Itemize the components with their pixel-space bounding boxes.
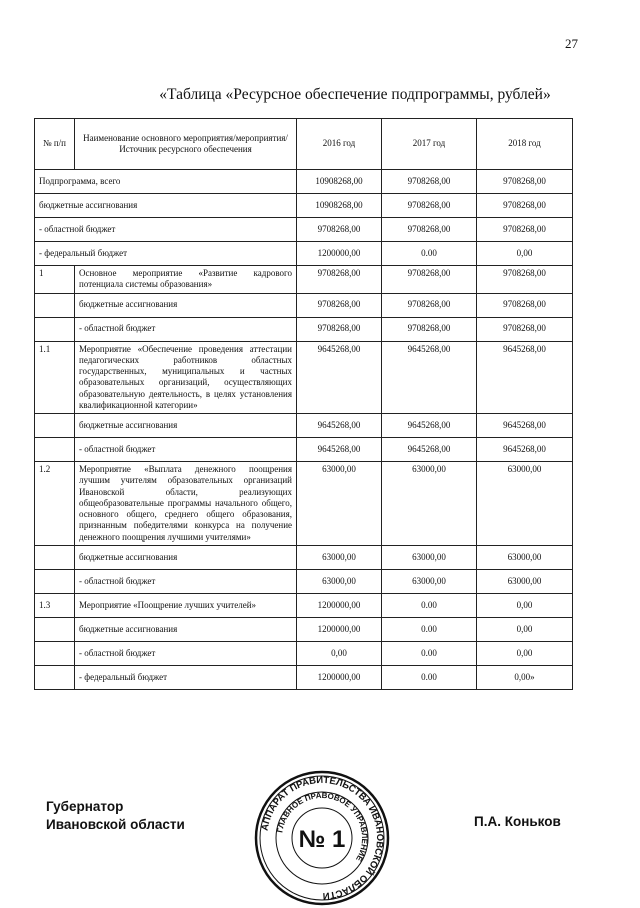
row-name: бюджетные ассигнования — [75, 293, 297, 317]
value-2018: 9708268,00 — [477, 194, 573, 218]
value-2018: 9645268,00 — [477, 341, 573, 414]
value-2016: 63000,00 — [297, 545, 382, 569]
value-2016: 9645268,00 — [297, 438, 382, 462]
row-number: 1 — [35, 266, 75, 294]
value-2018: 9708268,00 — [477, 170, 573, 194]
row-name: бюджетные ассигнования — [75, 545, 297, 569]
row-name: - федеральный бюджет — [75, 665, 297, 689]
value-2018: 9708268,00 — [477, 266, 573, 294]
value-2017: 63000,00 — [382, 462, 477, 546]
table-row — [35, 341, 573, 414]
value-2018: 0,00» — [477, 665, 573, 689]
row-number: 1.2 — [35, 462, 75, 546]
row-number — [35, 438, 75, 462]
value-2017: 9645268,00 — [382, 341, 477, 414]
row-name: - федеральный бюджет — [35, 242, 297, 266]
value-2016: 9708268,00 — [297, 218, 382, 242]
seal-number: № 1 — [298, 826, 346, 853]
table-row — [35, 545, 573, 569]
table-row — [35, 569, 573, 593]
table-row — [35, 194, 573, 218]
row-name: бюджетные ассигнования — [75, 414, 297, 438]
value-2018: 9645268,00 — [477, 438, 573, 462]
row-name: Основное мероприятие «Развитие кадрового потенциала системы образования» — [75, 266, 297, 294]
value-2016: 9708268,00 — [297, 266, 382, 294]
value-2018: 63000,00 — [477, 462, 573, 546]
header-2017: 2017 год — [382, 119, 477, 170]
official-seal — [252, 768, 392, 908]
table-row — [35, 593, 573, 617]
row-number — [35, 545, 75, 569]
row-number — [35, 317, 75, 341]
table-header-row — [35, 119, 573, 170]
seal-outer-text: АППАРАТ ПРАВИТЕЛЬСТВА ИВАНОВСКОЙ ОБЛАСТИ — [259, 774, 386, 902]
row-name: бюджетные ассигнования — [75, 617, 297, 641]
value-2016: 9708268,00 — [297, 293, 382, 317]
table-row — [35, 293, 573, 317]
row-number — [35, 641, 75, 665]
row-name: бюджетные ассигнования — [35, 194, 297, 218]
table-row — [35, 617, 573, 641]
header-2016: 2016 год — [297, 119, 382, 170]
resource-table — [34, 118, 573, 690]
value-2016: 1200000,00 — [297, 593, 382, 617]
table-row — [35, 266, 573, 294]
value-2018: 9708268,00 — [477, 317, 573, 341]
row-number: 1.3 — [35, 593, 75, 617]
table-row — [35, 665, 573, 689]
row-name: - областной бюджет — [75, 438, 297, 462]
value-2016: 63000,00 — [297, 569, 382, 593]
value-2017: 9708268,00 — [382, 194, 477, 218]
value-2017: 9708268,00 — [382, 218, 477, 242]
row-number — [35, 293, 75, 317]
value-2017: 9708268,00 — [382, 170, 477, 194]
row-name: Мероприятие «Выплата денежного поощрения лучшим учителям образовательных организаций Ивановской области, реализующих общеобразовательные программы начального общего, основного общего, среднего общего образования, признанным победителями конкурса на получение денежного поощрения лучшими учителями» — [75, 462, 297, 546]
value-2016: 1200000,00 — [297, 617, 382, 641]
page-number: 27 — [565, 36, 578, 51]
value-2017: 9708268,00 — [382, 317, 477, 341]
table-row — [35, 170, 573, 194]
value-2017: 0.00 — [382, 617, 477, 641]
signatory-name: П.А. Коньков — [474, 814, 561, 829]
value-2016: 63000,00 — [297, 462, 382, 546]
header-number: № п/п — [35, 119, 75, 170]
value-2017: 0.00 — [382, 641, 477, 665]
row-name: Мероприятие «Поощрение лучших учителей» — [75, 593, 297, 617]
table-row — [35, 218, 573, 242]
row-number — [35, 665, 75, 689]
signatory-position — [46, 798, 185, 833]
row-name: Подпрограмма, всего — [35, 170, 297, 194]
table-row — [35, 242, 573, 266]
value-2016: 10908268,00 — [297, 170, 382, 194]
signatory-title: Губернатор — [46, 799, 124, 814]
row-number — [35, 414, 75, 438]
value-2018: 9645268,00 — [477, 414, 573, 438]
value-2018: 0,00 — [477, 242, 573, 266]
value-2017: 0.00 — [382, 665, 477, 689]
value-2017: 63000,00 — [382, 545, 477, 569]
header-2018: 2018 год — [477, 119, 573, 170]
value-2018: 63000,00 — [477, 545, 573, 569]
value-2016: 1200000,00 — [297, 665, 382, 689]
value-2017: 0.00 — [382, 593, 477, 617]
seal-inner-text: ГЛАВНОЕ ПРАВОВОЕ УПРАВЛЕНИЕ — [275, 790, 370, 863]
table-row — [35, 438, 573, 462]
row-name: - областной бюджет — [75, 641, 297, 665]
value-2017: 63000,00 — [382, 569, 477, 593]
value-2016: 9645268,00 — [297, 341, 382, 414]
value-2018: 9708268,00 — [477, 293, 573, 317]
row-number: 1.1 — [35, 341, 75, 414]
signatory-region: Ивановской области — [46, 816, 185, 832]
value-2018: 0,00 — [477, 641, 573, 665]
table-row — [35, 317, 573, 341]
table-title: «Таблица «Ресурсное обеспечение подпрограммы, рублей» — [159, 86, 551, 103]
value-2016: 0,00 — [297, 641, 382, 665]
header-name: Наименование основного мероприятия/мероприятия/ Источник ресурсного обеспечения — [75, 119, 297, 170]
row-name: - областной бюджет — [75, 569, 297, 593]
value-2016: 9708268,00 — [297, 317, 382, 341]
table-row — [35, 414, 573, 438]
value-2017: 9708268,00 — [382, 293, 477, 317]
value-2017: 0.00 — [382, 242, 477, 266]
value-2018: 0,00 — [477, 617, 573, 641]
value-2018: 63000,00 — [477, 569, 573, 593]
value-2018: 9708268,00 — [477, 218, 573, 242]
value-2017: 9708268,00 — [382, 266, 477, 294]
table-row — [35, 462, 573, 546]
row-number — [35, 617, 75, 641]
value-2017: 9645268,00 — [382, 438, 477, 462]
row-number — [35, 569, 75, 593]
value-2018: 0,00 — [477, 593, 573, 617]
value-2017: 9645268,00 — [382, 414, 477, 438]
value-2016: 10908268,00 — [297, 194, 382, 218]
table-body — [35, 170, 573, 690]
row-name: Мероприятие «Обеспечение проведения аттестации педагогических работников областных государственных, муниципальных и частных образовательных организаций, осуществляющих образовательную деятельность, в целях установления квалификационной категории» — [75, 341, 297, 414]
row-name: - областной бюджет — [75, 317, 297, 341]
value-2016: 1200000,00 — [297, 242, 382, 266]
value-2016: 9645268,00 — [297, 414, 382, 438]
table-row — [35, 641, 573, 665]
row-name: - областной бюджет — [35, 218, 297, 242]
